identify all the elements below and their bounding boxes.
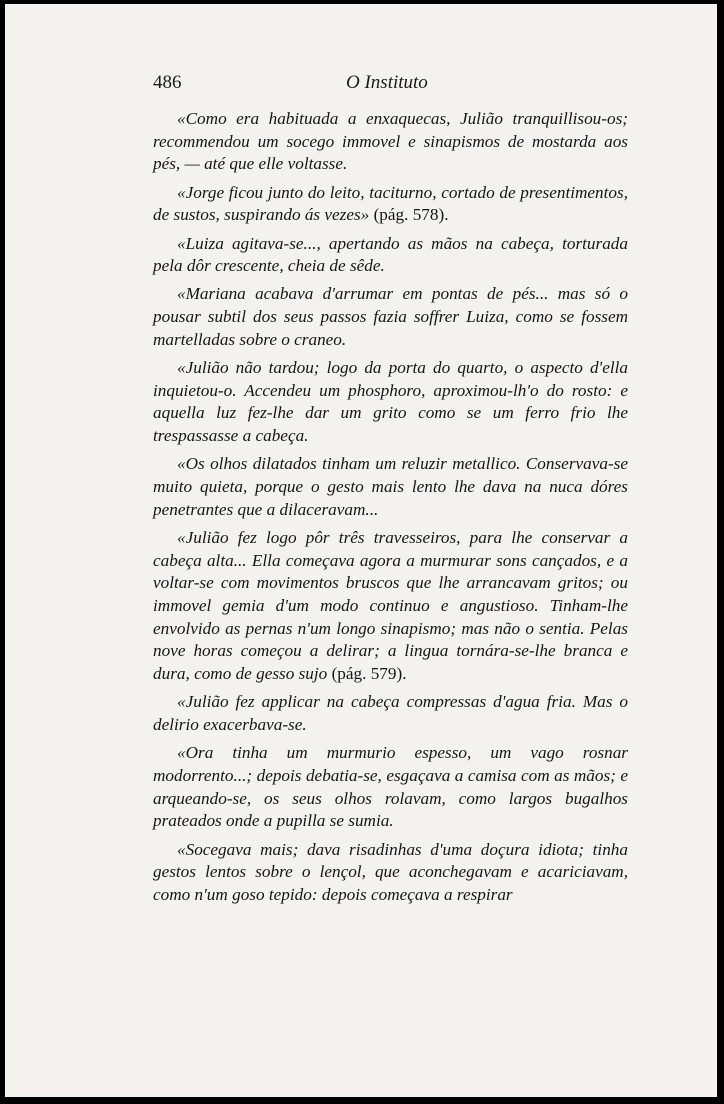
- paragraph-5: «Julião não tardou; logo da porta do quarto, o aspecto d'ella inquietou-o. Accendeu um phosphoro, aproximou-lh'o do rosto: e aquella luz fez-lhe dar um grito como se um ferro frio lhe trespassasse a cabeça.: [153, 358, 628, 446]
- body-text: [153, 108, 628, 912]
- journal-title: O Instituto: [346, 72, 428, 93]
- paragraph-10: «Socegava mais; dava risadinhas d'uma doçura idiota; tinha gestos lentos sobre o lençol, que aconchegavam e acariciavam, como n'um goso tepido: depois começava a respirar: [153, 839, 628, 904]
- paragraph-2: «Jorge ficou junto do leito, taciturno, cortado de presentimentos, de sustos, suspirando ás vezes» (pág. 578).: [153, 182, 628, 225]
- running-head: [153, 72, 628, 96]
- page-reference: (pág. 578).: [369, 205, 449, 225]
- paragraph-1: «Como era habituada a enxaquecas, Julião tranquillisou-os; recommendou um socego immovel e sinapismos de mostarda aos pés, — até que elle voltasse.: [153, 109, 628, 174]
- page-number: 486: [153, 72, 182, 93]
- paragraph-8: «Julião fez applicar na cabeça compressas d'agua fria. Mas o delirio exacerbava-se.: [153, 692, 628, 735]
- paragraph-3: «Luiza agitava-se..., apertando as mãos na cabeça, torturada pela dôr crescente, cheia de sêde.: [153, 233, 628, 276]
- paragraph-6: «Os olhos dilatados tinham um reluzir metallico. Conservava-se muito quieta, porque o gesto mais lento lhe dava na nuca dóres penetrantes que a dilaceravam...: [153, 454, 628, 519]
- paragraph-4: «Mariana acabava d'arrumar em pontas de pés... mas só o pousar subtil dos seus passos fazia soffrer Luiza, como se fossem martelladas sobre o craneo.: [153, 284, 628, 349]
- book-page: [5, 4, 717, 1097]
- paragraph-7: «Julião fez logo pôr três travesseiros, para lhe conservar a cabeça alta... Ella começava agora a murmurar sons cançados, e a voltar-se com movimentos bruscos que lhe arrancavam gritos; ou immovel gemia d'um modo continuo e angustioso. Tinham-lhe envolvido as pernas n'um longo sinapismo; mas não o sentia. Pelas nove horas começou a delirar; a lingua tornára-se-lhe branca e dura, como de gesso sujo (pág. 579).: [153, 527, 628, 684]
- paragraph-9: «Ora tinha um murmurio espesso, um vago rosnar modorrento...; depois debatia-se, esgaçava a camisa com as mãos; e arqueando-se, os seus olhos rolavam, como largos bugalhos prateados onde a pupilla se sumia.: [153, 743, 628, 831]
- page-reference: (pág. 579).: [327, 664, 407, 684]
